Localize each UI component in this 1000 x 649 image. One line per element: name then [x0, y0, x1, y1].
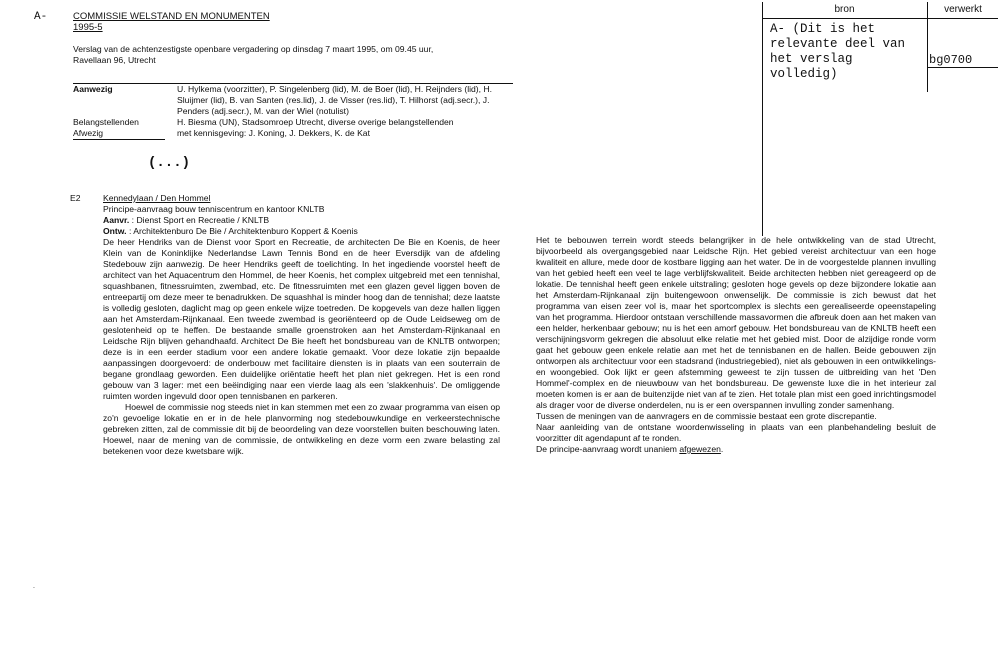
- document-title: COMMISSIE WELSTAND EN MONUMENTEN: [73, 11, 270, 22]
- omission-marker: (...): [148, 155, 191, 171]
- present-list: U. Hylkema (voorzitter), P. Singelenberg (lid), M. de Boer (lid), H. Reijnders (lid), H. Sluijmer (lid), B. van Santen (res.lid), J. de Visser (res.lid), T. Hilhorst (adj.secr.), J. Penders (adj.secr.), M. van der Wiel (notulist): [177, 84, 493, 116]
- designer-label: Ontw.: [103, 226, 127, 236]
- minutes-column-right: [536, 235, 936, 455]
- agenda-item-title: Kennedylaan / Den Hommel: [103, 193, 211, 203]
- margin-dot: .: [33, 583, 35, 590]
- agenda-item-subtitle: Principe-aanvraag bouw tenniscentrum en kantoor KNLTB: [103, 204, 325, 214]
- stamp-source-label: bron: [834, 4, 855, 15]
- minutes-paragraph-6: [536, 444, 936, 455]
- divider-absent: [73, 139, 165, 140]
- document-marker: A-: [34, 11, 48, 23]
- stamp-processed-label: verwerkt: [944, 4, 982, 15]
- decision-suffix: .: [720, 444, 724, 454]
- meeting-intro: [73, 44, 523, 66]
- absent-label: Afwezig: [73, 128, 104, 138]
- minutes-paragraph-4: Tussen de meningen van de aanvragers en de commissie bestaat een grote discrepantie.: [536, 411, 877, 421]
- minutes-column-left: [103, 237, 500, 457]
- stamp-note: A- (Dit is het relevante deel van het verslag volledig): [770, 22, 906, 81]
- present-label: Aanwezig: [73, 84, 113, 94]
- applicant-line: [103, 215, 269, 226]
- applicant-value: : Dienst Sport en Recreatie / KNLTB: [131, 215, 270, 225]
- designer-line: [103, 226, 358, 237]
- designer-value: : Architektenburo De Bie / Architektenburo Koppert & Koenis: [128, 226, 358, 236]
- attendees-list: H. Biesma (UN), Stadsomroep Utrecht, diverse overige belangstellenden: [177, 117, 454, 127]
- minutes-paragraph-3: Het te bebouwen terrein wordt steeds belangrijker in de hele ontwikkeling van de stad Utrecht, bijvoorbeeld als overgangsgebied naar Leidsche Rijn. Het gebied vereist architectuur van een hoge kwaliteit en allure, mede door de kostbare ligging aan het water. De in de voorgestelde plannen invulling van het gebied heeft een veel te lage verblijfskwaliteit. Beide architecten hebben niet gereageerd op de lokatie. De tennishal heeft geen enkele uitstraling; gesloten hoge gevels op deze bijzondere lokatie aan het Amsterdam-Rijnkanaal zijn buitengewoon onwenselijk. De commissie is zich bewust dat het programma van eisen zeer vol is, maar het sportcomplex is slechts een gerealiseerde opeenstapeling van het programma. Hierdoor ontstaan verschillende massavormen die afbreuk doen aan het maken van een helder, herkenbaar gebouw; nu is het een amorf gebouw. Het bondsbureau van de KNLTB heeft een verschijningsvorm gekregen die absoluut elke relatie met het gebied mist. Door de alzijdige ronde vorm gaat het gebouw geen enkele relatie aan met het de tennisbanen en de hallen. Beide gebouwen zijn ontworpen als architectuur voor een stadsrand (industriegebied), niet als gebouwen in een ontwikkelings- en woongebied. Ook lijkt er geen afstemming geweest te zijn tussen de uitbreiding van het 'Den Hommel'-complex en de nieuwbouw van het bondsbureau. De gewenste luxe die in het interieur zal moeten komen is er aan de buitenzijde niet van af te zien. Het totale plan mist een goed inrichtingsmodel als drager voor de diverse onderdelen, nu is er een overspannen invulling zonder samenhang.: [536, 235, 936, 410]
- decision-value: afgewezen: [679, 444, 721, 454]
- meeting-intro-line1: Verslag van de achtenzestigste openbare vergadering op dinsdag 7 maart 1995, om 09.45 uur,: [73, 44, 434, 54]
- agenda-item-number: E2: [70, 193, 81, 203]
- stamp-header-rule: [762, 18, 998, 19]
- applicant-label: Aanvr.: [103, 215, 130, 225]
- stamp-border-mid: [927, 2, 928, 92]
- decision-prefix: De principe-aanvraag wordt unaniem: [536, 444, 680, 454]
- meeting-intro-line2: Ravellaan 96, Utrecht: [73, 55, 156, 65]
- stamp-code-rule: [927, 67, 998, 68]
- minutes-paragraph-2: Hoewel de commissie nog steeds niet in kan stemmen met een zo zwaar programma van eisen op zo'n gevoelige lokatie en er in de hele planvorming nog stedebouwkundige en verkeerstechnische gebreken zitten, zal de commissie dit bij de beoordeling van deze voorstellen buiten beschouwing laten. Hoewel, naar de mening van de commissie, de ontwikkeling en deze vorm een zware belasting zal betekenen voor deze kwetsbare wijk.: [103, 402, 500, 456]
- minutes-paragraph-1: De heer Hendriks van de Dienst voor Sport en Recreatie, de architecten De Bie en Koenis, de heer Klein van de Koninklijke Nederlandse Lawn Tennis Bond en de heer Eversdijk van de afdeling Stedebouw zijn aanwezig. De heer Hendriks geeft de toelichting. In het ingediende voorstel heeft de architect van het Aquacentrum den Hommel, de heer Koenis, het complex uitgebreid met een tennishal, squashbanen, fitnessruimten, zwembad, etc. De fitnessruimten met een glazen gevel liggen boven de entreepartij om deze meer te benadrukken. De squashhal is minder hoog dan de tennishal; deze laatste is volledig gesloten, daglicht mag op geen enkele wijze toetreden. De kopgevels van deze hallen liggen aan het Amsterdam-Rijnkanaal. Een tweede zwembad is georiënteerd op de Oude Leidseweg om de geslotenheid op te heffen. De bestaande smalle groenstroken aan het Amsterdam-Rijnkanaal en Leidsche Rijn blijven gehandhaafd. Architect De Bie heeft het bondsbureau van de KNLTB ontworpen; deze is in een eerder stadium voor een andere lokatie gemaakt. Voor deze lokatie zijn bepaalde aanpassingen doorgevoerd: de onderbouw met facilitaire diensten is in plaats van een souterrain de begane grondlaag geworden. Een duidelijke oriëntatie heeft het plan niet gekregen. Het is een rond gebouw van 3 lager: met een beëindiging naar een vierde laag als een 'slakkenhuis'. De omliggende ruimten worden ingevuld door open tennisbanen en parkeren.: [103, 237, 500, 401]
- attendees-label: Belangstellenden: [73, 117, 139, 127]
- stamp-border-left: [762, 2, 763, 236]
- document-number: 1995-5: [73, 22, 103, 33]
- stamp-code: bg0700: [929, 53, 973, 67]
- minutes-paragraph-5: Naar aanleiding van de ontstane woordenwisseling in plaats van een planbehandeling besluit de voorzitter dit agendapunt af te ronden.: [536, 422, 936, 443]
- absent-list: met kennisgeving: J. Koning, J. Dekkers, K. de Kat: [177, 128, 370, 138]
